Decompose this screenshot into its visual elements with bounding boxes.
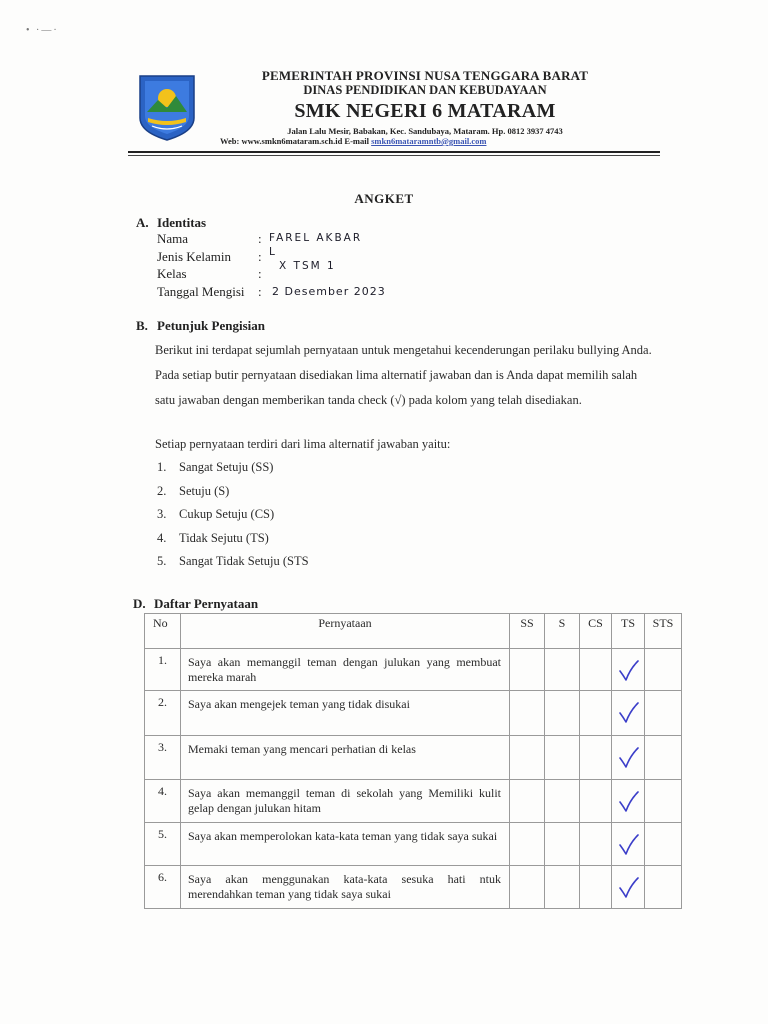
answer-cell-sts[interactable]	[645, 866, 682, 909]
class-value: X TSM 1	[279, 260, 336, 272]
date-label: Tanggal Mengisi	[157, 283, 245, 299]
table-row	[145, 823, 682, 866]
table-row	[145, 866, 682, 909]
option-item	[157, 531, 309, 555]
school-contact	[220, 136, 486, 146]
table-header-row	[145, 614, 682, 649]
col-header-no: No	[145, 614, 181, 649]
statement-text: Memaki teman yang mencari perhatian di kelas	[181, 736, 510, 780]
table-row	[145, 736, 682, 780]
col-header-cs: CS	[580, 614, 612, 649]
provincial-emblem-icon	[136, 72, 198, 142]
colon: :	[258, 248, 262, 264]
answer-cell-ts[interactable]	[612, 823, 645, 866]
check-mark-icon	[618, 833, 640, 857]
table-row	[145, 691, 682, 736]
answer-cell-sts[interactable]	[645, 736, 682, 780]
col-header-sts: STS	[645, 614, 682, 649]
row-number: 3.	[145, 736, 181, 780]
document-title: ANGKET	[354, 191, 414, 206]
answer-cell-ss[interactable]	[510, 823, 545, 866]
gender-label: Jenis Kelamin	[157, 248, 232, 264]
statement-text: Saya akan memperolokan kata-kata teman yang tidak saya sukai	[181, 823, 510, 866]
colon: :	[258, 266, 262, 281]
school-address: Jalan Lalu Mesir, Babakan, Kec. Sandubaya, Mataram. Hp. 0812 3937 4743	[287, 126, 563, 136]
option-item	[157, 460, 309, 484]
option-number: 3.	[157, 507, 167, 521]
check-mark-icon	[618, 701, 640, 725]
section-a-heading	[136, 215, 206, 231]
answer-cell-ts[interactable]	[612, 691, 645, 736]
row-number: 6.	[145, 866, 181, 909]
colon: :	[258, 231, 262, 246]
check-mark-icon	[618, 659, 640, 683]
answer-cell-s[interactable]	[545, 736, 580, 780]
option-text: Cukup Setuju (CS)	[179, 507, 275, 521]
option-item	[157, 507, 309, 531]
answer-cell-sts[interactable]	[645, 691, 682, 736]
answer-cell-s[interactable]	[545, 691, 580, 736]
check-mark-icon	[618, 790, 640, 814]
letterhead-rule	[128, 151, 660, 153]
option-text: Tidak Sejutu (TS)	[179, 530, 269, 545]
answer-cell-cs[interactable]	[580, 823, 612, 866]
answer-cell-cs[interactable]	[580, 866, 612, 909]
name-label: Nama	[157, 231, 189, 246]
option-number: 1.	[157, 460, 167, 474]
answer-cell-ts[interactable]	[612, 649, 645, 691]
option-text: Sangat Tidak Setuju (STS	[179, 554, 309, 568]
check-mark-icon	[618, 746, 640, 770]
statement-table	[144, 613, 682, 909]
email-link[interactable]: smkn6mataramntb@gmail.com	[371, 136, 487, 146]
row-number: 4.	[145, 780, 181, 823]
answer-cell-sts[interactable]	[645, 823, 682, 866]
col-header-ss: SS	[510, 614, 545, 649]
row-number: 1.	[145, 649, 181, 691]
answer-cell-ts[interactable]	[612, 780, 645, 823]
letterhead-line1: PEMERINTAH PROVINSI NUSA TENGGARA BARAT	[261, 68, 589, 83]
table-row	[145, 649, 682, 691]
web-label: Web: www.smkn6mataram.sch.id E-mail	[220, 136, 369, 146]
option-number: 4.	[157, 530, 167, 545]
answer-options-list	[157, 460, 309, 578]
section-a-title: Identitas	[157, 215, 207, 230]
col-header-s: S	[545, 614, 580, 649]
option-item	[157, 484, 309, 508]
option-text: Sangat Setuju (SS)	[179, 460, 274, 474]
date-value: 2 Desember 2023	[272, 284, 386, 298]
col-header-ts: TS	[612, 614, 645, 649]
section-b-title: Petunjuk Pengisian	[157, 318, 265, 333]
answer-cell-cs[interactable]	[580, 649, 612, 691]
col-header-statement: Pernyataan	[181, 614, 510, 649]
row-number: 5.	[145, 823, 181, 866]
answer-cell-ss[interactable]	[510, 866, 545, 909]
school-name: SMK NEGERI 6 MATARAM	[294, 100, 556, 122]
answer-cell-ts[interactable]	[612, 866, 645, 909]
answer-cell-sts[interactable]	[645, 780, 682, 823]
statement-text: Saya akan memanggil teman di sekolah yang Memiliki kulit gelap dengan julukan hitam	[181, 780, 510, 823]
section-d-number: D.	[133, 596, 146, 611]
answer-cell-s[interactable]	[545, 823, 580, 866]
scan-artifact: • ·—·	[26, 25, 59, 36]
colon: :	[258, 283, 262, 299]
option-number: 2.	[157, 483, 167, 498]
row-number: 2.	[145, 691, 181, 736]
answer-cell-ss[interactable]	[510, 691, 545, 736]
answer-cell-s[interactable]	[545, 780, 580, 823]
statement-text: Saya akan memanggil teman dengan julukan yang membuat mereka marah	[181, 649, 510, 691]
section-d-heading	[133, 596, 258, 612]
answer-cell-s[interactable]	[545, 649, 580, 691]
answer-cell-s[interactable]	[545, 866, 580, 909]
answer-cell-cs[interactable]	[580, 736, 612, 780]
section-b-heading	[136, 318, 265, 334]
check-mark-icon	[618, 876, 640, 900]
answer-cell-sts[interactable]	[645, 649, 682, 691]
letterhead	[215, 68, 635, 137]
answer-cell-ss[interactable]	[510, 736, 545, 780]
table-row	[145, 780, 682, 823]
section-b-number: B.	[136, 318, 148, 333]
answer-cell-cs[interactable]	[580, 780, 612, 823]
option-number: 5.	[157, 554, 167, 568]
section-a-number: A.	[136, 215, 149, 230]
option-item	[157, 554, 309, 578]
name-value: FAREL AKBAR	[269, 232, 363, 244]
statement-text: Saya akan mengejek teman yang tidak disukai	[181, 691, 510, 736]
class-label: Kelas	[157, 266, 187, 281]
answer-cell-cs[interactable]	[580, 691, 612, 736]
answer-cell-ss[interactable]	[510, 780, 545, 823]
answer-cell-ts[interactable]	[612, 736, 645, 780]
option-text: Setuju (S)	[179, 483, 230, 498]
instruction-paragraph: Berikut ini terdapat sejumlah pernyataan untuk mengetahui kecenderungan perilaku bullying Anda. Pada setiap butir pernyataan disediakan lima alternatif jawaban dan is Anda dapat memilih salah satu jawaban dengan memberikan tanda check (√) pada kolom yang telah disediakan.	[155, 343, 652, 407]
gender-value: L	[269, 245, 277, 258]
statement-text: Saya akan menggunakan kata-kata sesuka hati ntuk merendahkan teman yang tidak saya sukai	[181, 866, 510, 909]
options-intro: Setiap pernyataan terdiri dari lima alternatif jawaban yaitu:	[155, 437, 451, 451]
section-d-title: Daftar Pernyataan	[154, 596, 259, 611]
letterhead-rule-thin	[128, 155, 660, 156]
answer-cell-ss[interactable]	[510, 649, 545, 691]
letterhead-line2: DINAS PENDIDIKAN DAN KEBUDAYAAN	[303, 83, 547, 97]
